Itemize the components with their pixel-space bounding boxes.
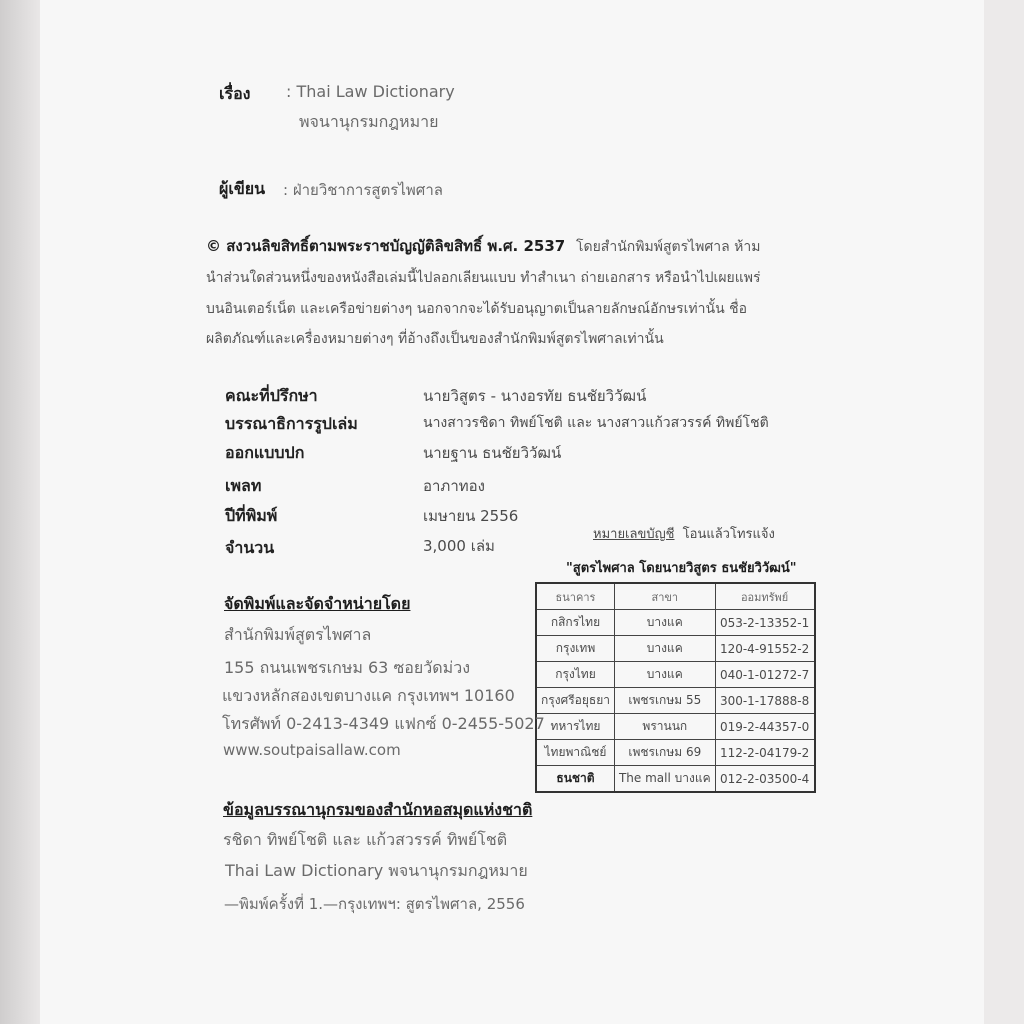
- bank-name-cell: กรุงศรีอยุธยา: [536, 688, 614, 714]
- column-header-branch: สาขา: [614, 583, 715, 610]
- account-number-cell: 040-1-01272-7: [715, 662, 815, 688]
- credit-cover-label: ออกแบบปก: [225, 443, 305, 462]
- cataloging-heading: ข้อมูลบรรณานุกรมของสำนักหอสมุดแห่งชาติ: [223, 800, 533, 819]
- copyright-line-1-rest: โดยสำนักพิมพ์สูตรไพศาล ห้าม: [575, 239, 761, 255]
- publisher-phone-fax: โทรศัพท์ 0-2413-4349 แฟกซ์ 0-2455-5027: [222, 714, 545, 733]
- bank-name-cell: ธนชาติ: [536, 766, 614, 793]
- credit-quantity-label: จำนวน: [225, 538, 275, 557]
- account-heading-underlined: หมายเลขบัญชี: [593, 527, 675, 542]
- account-number-cell: 120-4-91552-2: [715, 636, 815, 662]
- account-heading: [593, 523, 775, 544]
- credit-consultants-label: คณะที่ปรึกษา: [225, 386, 318, 405]
- credit-year-value: เมษายน 2556: [423, 507, 519, 525]
- table-row: [536, 662, 815, 688]
- table-row: [536, 610, 815, 636]
- table-header-row: [536, 583, 815, 610]
- account-number-cell: 300-1-17888-8: [715, 688, 815, 714]
- branch-cell: พรานนก: [614, 714, 715, 740]
- branch-cell: เพชรเกษม 55: [614, 688, 715, 714]
- bank-name-cell: กรุงไทย: [536, 662, 614, 688]
- publisher-name: สำนักพิมพ์สูตรไพศาล: [224, 625, 372, 644]
- credit-plate-value: อาภาทอง: [423, 477, 485, 495]
- credit-consultants-value: นายวิสูตร - นางอรทัย ธนชัยวิวัฒน์: [423, 387, 647, 405]
- cataloging-title: Thai Law Dictionary พจนานุกรมกฎหมาย: [225, 861, 528, 880]
- author-label: ผู้เขียน: [219, 179, 266, 198]
- credit-quantity-value: 3,000 เล่ม: [423, 537, 495, 555]
- account-number-cell: 019-2-44357-0: [715, 714, 815, 740]
- credit-editors-value: นางสาวรชิดา ทิพย์โชติ และ นางสาวแก้วสวรรค์ ทิพย์โชติ: [423, 415, 769, 431]
- credit-plate-label: เพลท: [225, 476, 262, 495]
- table-row: [536, 766, 815, 793]
- bank-name-cell: กสิกรไทย: [536, 610, 614, 636]
- copyright-line-1: [206, 234, 818, 258]
- column-header-savings: ออมทรัพย์: [715, 583, 815, 610]
- copyright-line-3: บนอินเตอร์เน็ต และเครือข่ายต่างๆ นอกจากจะได้รับอนุญาตเป็นลายลักษณ์อักษรเท่านั้น ชื่อ: [206, 301, 748, 317]
- branch-cell: บางแค: [614, 662, 715, 688]
- copyright-line-4: ผลิตภัณฑ์และเครื่องหมายต่างๆ ที่อ้างถึงเป็นของสำนักพิมพ์สูตรไพศาลเท่านั้น: [206, 331, 664, 347]
- branch-cell: บางแค: [614, 610, 715, 636]
- bank-account-table: [535, 582, 816, 793]
- credit-year-label: ปีที่พิมพ์: [225, 506, 278, 525]
- publisher-heading: จัดพิมพ์และจัดจำหน่ายโดย: [224, 594, 411, 613]
- subject-title-english: : Thai Law Dictionary: [286, 82, 455, 101]
- account-number-cell: 053-2-13352-1: [715, 610, 815, 636]
- publisher-website: www.soutpaisallaw.com: [223, 741, 401, 759]
- publisher-address-1: 155 ถนนเพชรเกษม 63 ซอยวัดม่วง: [224, 658, 470, 677]
- table-row: [536, 636, 815, 662]
- subject-title-thai: พจนานุกรมกฎหมาย: [299, 112, 439, 131]
- credit-editors-label: บรรณาธิการรูปเล่ม: [225, 414, 358, 433]
- table-row: [536, 714, 815, 740]
- bank-name-cell: ไทยพาณิชย์: [536, 740, 614, 766]
- copyright-heading: © สงวนลิขสิทธิ์ตามพระราชบัญญัติลิขสิทธิ์ พ.ศ. 2537: [206, 237, 566, 255]
- author-value: : ฝ่ายวิชาการสูตรไพศาล: [283, 181, 443, 199]
- cataloging-edition: —พิมพ์ครั้งที่ 1.—กรุงเทพฯ: สูตรไพศาล, 2556: [224, 895, 525, 913]
- branch-cell: บางแค: [614, 636, 715, 662]
- account-number-cell: 012-2-03500-4: [715, 766, 815, 793]
- publisher-address-2: แขวงหลักสองเขตบางแค กรุงเทพฯ 10160: [222, 686, 515, 705]
- account-number-cell: 112-2-04179-2: [715, 740, 815, 766]
- credit-cover-value: นายฐาน ธนชัยวิวัฒน์: [423, 444, 562, 462]
- account-heading-rest: โอนแล้วโทรแจ้ง: [682, 527, 775, 542]
- account-name: "สูตรไพศาล โดยนายวิสูตร ธนชัยวิวัฒน์": [566, 561, 797, 576]
- column-header-bank: ธนาคาร: [536, 583, 614, 610]
- book-gutter-shadow: [0, 0, 44, 1024]
- cataloging-authors: รชิดา ทิพย์โชติ และ แก้วสวรรค์ ทิพย์โชติ: [223, 830, 508, 849]
- table-row: [536, 740, 815, 766]
- branch-cell: The mall บางแค: [614, 766, 715, 793]
- subject-label: เรื่อง: [219, 84, 251, 103]
- branch-cell: เพชรเกษม 69: [614, 740, 715, 766]
- table-row: [536, 688, 815, 714]
- copyright-line-2: นำส่วนใดส่วนหนึ่งของหนังสือเล่มนี้ไปลอกเลียนแบบ ทำสำเนา ถ่ายเอกสาร หรือนำไปเผยแพร่: [206, 270, 761, 286]
- bank-name-cell: ทหารไทย: [536, 714, 614, 740]
- bank-name-cell: กรุงเทพ: [536, 636, 614, 662]
